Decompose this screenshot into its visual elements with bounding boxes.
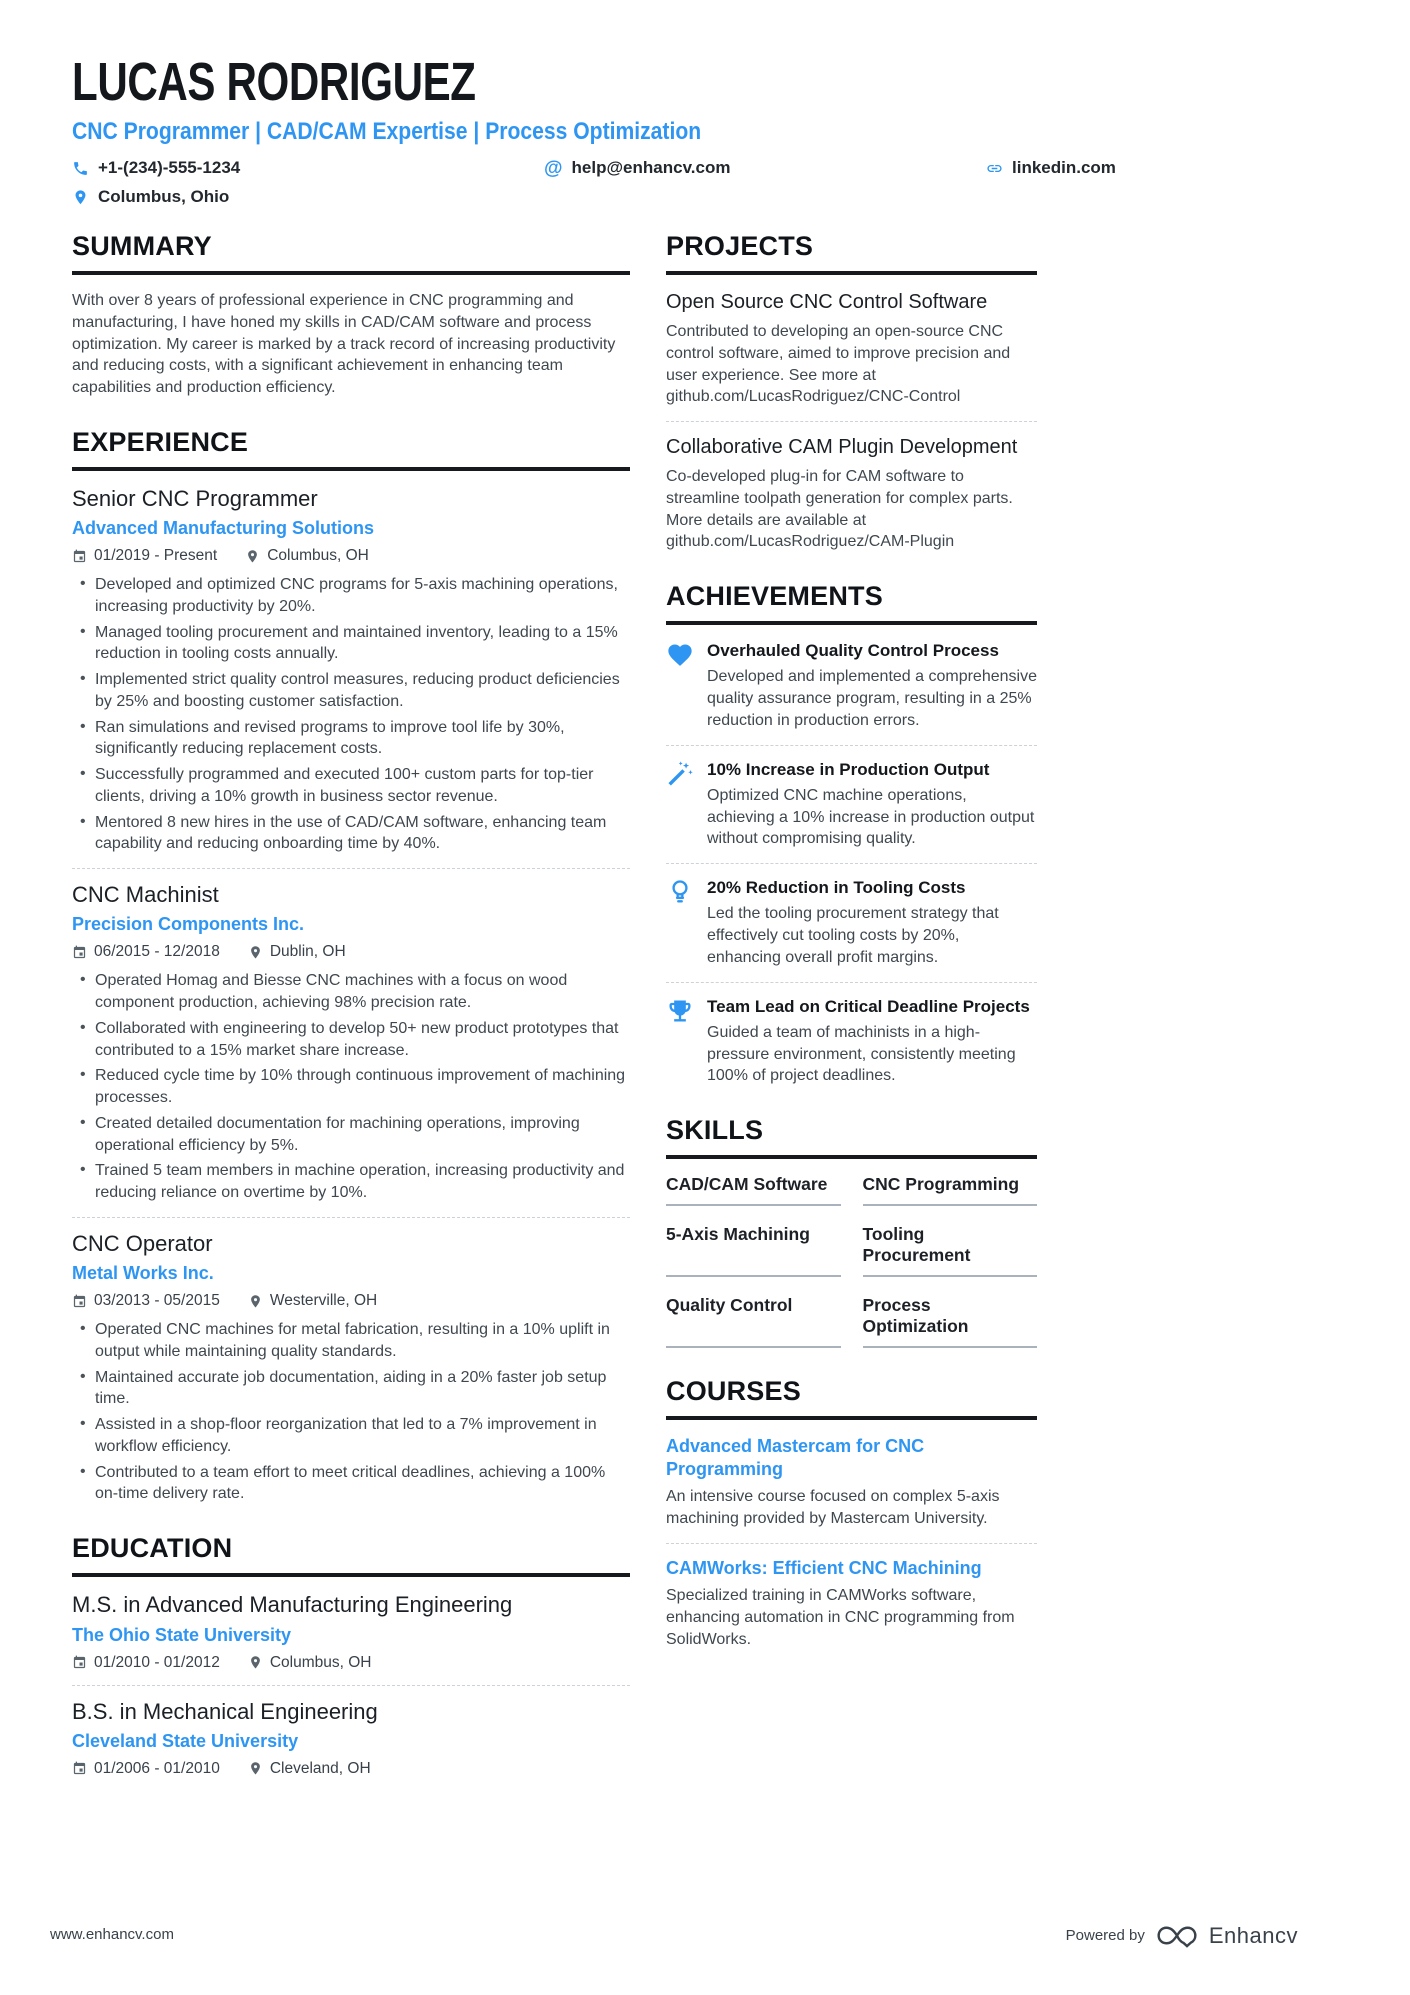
phone-text: +1-(234)-555-1234 — [98, 158, 241, 178]
degree-meta — [72, 1654, 630, 1672]
bullet-item: • Mentored 8 new hires in the use of CAD/CAM software, enhancing team capability and reducing onboarding time by 40%. — [72, 812, 630, 856]
school-name: The Ohio State University — [72, 1624, 292, 1645]
course-item — [666, 1557, 1037, 1651]
location-icon — [248, 1655, 263, 1670]
skill-item: 5-Axis Machining — [666, 1224, 841, 1277]
link-icon — [986, 160, 1003, 177]
header — [72, 52, 1410, 207]
location-icon — [245, 549, 260, 564]
achievement-title: 10% Increase in Production Output — [707, 759, 990, 779]
bullet-item: • Managed tooling procurement and maintained inventory, leading to a 15% reduction in tooling costs annually. — [72, 622, 630, 666]
achievement-description: Developed and implemented a comprehensive quality assurance program, resulting in a 25% reduction in production errors. — [707, 668, 1037, 729]
bullet-item: • Developed and optimized CNC programs for 5-axis machining operations, increasing productivity by 20%. — [72, 574, 630, 618]
job-meta — [72, 547, 630, 565]
heart-icon — [666, 641, 694, 669]
bullet-item: • Created detailed documentation for machining operations, improving operational efficiency by 5%. — [72, 1113, 630, 1157]
dashed-separator — [666, 863, 1037, 864]
degree-entry — [72, 1699, 630, 1778]
location-icon — [248, 1761, 263, 1776]
section-achievements — [666, 581, 1037, 1087]
dashed-separator — [72, 1217, 630, 1218]
skill-item: CAD/CAM Software — [666, 1174, 841, 1206]
achievement-body — [707, 759, 1037, 851]
dashed-separator — [72, 868, 630, 869]
bullet-item: • Operated CNC machines for metal fabrication, resulting in a 10% uplift in output while maintaining quality standards. — [72, 1319, 630, 1363]
skill-item: Process Optimization — [863, 1295, 1038, 1348]
job-location-text: Columbus, OH — [267, 547, 369, 565]
headline: CNC Programmer | CAD/CAM Expertise | Process Optimization — [72, 118, 702, 146]
bullet-item: • Assisted in a shop-floor reorganization that led to a 7% improvement in workflow efficiency. — [72, 1414, 630, 1458]
phone — [72, 158, 544, 178]
project-item — [666, 290, 1037, 408]
section-skills — [666, 1115, 1037, 1348]
dashed-separator — [666, 982, 1037, 983]
achievement-title: 20% Reduction in Tooling Costs — [707, 878, 966, 898]
location-icon — [72, 189, 89, 206]
magic-wand-icon — [666, 760, 694, 788]
course-description: An intensive course focused on complex 5-axis machining provided by Mastercam University. — [666, 1488, 1000, 1527]
degree-location-text: Columbus, OH — [269, 1653, 372, 1671]
bullet-item: • Collaborated with engineering to develop 50+ new product prototypes that contributed to a 15% market share increase. — [72, 1018, 630, 1062]
bullet-list — [72, 574, 630, 855]
project-title: Collaborative CAM Plugin Development — [666, 436, 1018, 459]
bullet-item: • Implemented strict quality control measures, reducing product deficiencies by 25% and boosting customer satisfaction. — [72, 669, 630, 713]
job-location-text: Westerville, OH — [269, 1292, 378, 1310]
achievement-body — [707, 640, 1037, 732]
at-icon: @ — [544, 157, 563, 179]
skill-item: Tooling Procurement — [863, 1224, 1038, 1277]
right-column — [666, 231, 1037, 1806]
job-dates-text: 06/2015 - 12/2018 — [94, 943, 220, 961]
contact-row — [72, 158, 1142, 207]
bullet-item: • Ran simulations and revised programs to improve tool life by 30%, significantly reducing replacement costs. — [72, 717, 630, 761]
location-text: Columbus, Ohio — [98, 187, 230, 207]
job-title: CNC Operator — [72, 1230, 213, 1256]
experience-heading: EXPERIENCE — [72, 427, 630, 471]
achievement-item — [666, 640, 1037, 732]
summary-heading: SUMMARY — [72, 231, 630, 275]
footer-website[interactable]: www.enhancv.com — [50, 1926, 174, 1943]
job-title: CNC Machinist — [72, 882, 219, 908]
bullet-item: • Maintained accurate job documentation, aiding in a 20% faster job setup time. — [72, 1367, 630, 1411]
course-title: CAMWorks: Efficient CNC Machining — [666, 1557, 982, 1578]
left-column — [72, 231, 630, 1806]
projects-heading: PROJECTS — [666, 231, 1037, 275]
section-courses — [666, 1376, 1037, 1650]
location-icon — [248, 945, 263, 960]
bullet-list — [72, 1319, 630, 1505]
job-entry — [72, 1231, 630, 1505]
project-item — [666, 435, 1037, 553]
project-title: Open Source CNC Control Software — [666, 291, 988, 314]
skill-item: CNC Programming — [863, 1174, 1038, 1206]
company-name: Metal Works Inc. — [72, 1263, 214, 1284]
job-dates — [72, 943, 220, 961]
dashed-separator — [666, 421, 1037, 422]
job-dates — [72, 547, 217, 565]
job-entry — [72, 882, 630, 1204]
achievement-body — [707, 877, 1037, 969]
achievement-title: Overhauled Quality Control Process — [707, 641, 999, 661]
degree-dates-text: 01/2006 - 01/2010 — [94, 1759, 220, 1777]
job-meta — [72, 1292, 630, 1310]
course-item — [666, 1435, 1037, 1530]
trophy-icon — [666, 997, 694, 1025]
bullet-item: • Operated Homag and Biesse CNC machines with a focus on wood component production, achieving 98% precision rate. — [72, 970, 630, 1014]
email-text: help@enhancv.com — [571, 158, 731, 178]
skill-item: Quality Control — [666, 1295, 841, 1348]
job-entry — [72, 486, 630, 855]
location — [72, 187, 1142, 207]
achievement-description: Optimized CNC machine operations, achieving a 10% increase in production output without compromising quality. — [707, 786, 1035, 848]
dashed-separator — [666, 745, 1037, 746]
company-name: Advanced Manufacturing Solutions — [72, 518, 375, 539]
achievement-body — [707, 996, 1037, 1088]
enhancv-logo[interactable] — [1157, 1922, 1197, 1949]
linkedin-text: linkedin.com — [1012, 158, 1116, 178]
achievement-item — [666, 759, 1037, 851]
dashed-separator — [72, 1685, 630, 1686]
degree-location — [248, 1760, 371, 1778]
location-icon — [248, 1294, 263, 1309]
skills-heading: SKILLS — [666, 1115, 1037, 1159]
achievement-description: Led the tooling procurement strategy that effectively cut tooling costs by 20%, enhancing overall profit margins. — [707, 905, 999, 966]
bullet-item: • Successfully programmed and executed 100+ custom parts for top-tier clients, driving a 10% growth in business sector revenue. — [72, 764, 630, 808]
job-location — [245, 547, 369, 565]
project-description: Co-developed plug-in for CAM software to streamline toolpath generation for complex parts. More details are available at github.com/LucasRodriguez/CAM-Plugin — [666, 468, 1013, 551]
job-location — [248, 1292, 377, 1310]
degree-title: B.S. in Mechanical Engineering — [72, 1698, 378, 1724]
achievement-description: Guided a team of machinists in a high-pressure environment, consistently meeting 100% of project deadlines. — [707, 1023, 1016, 1085]
content-columns — [72, 231, 1410, 1806]
calendar-icon — [72, 1761, 87, 1776]
achievement-item — [666, 996, 1037, 1088]
degree-dates — [72, 1760, 220, 1778]
calendar-icon — [72, 945, 87, 960]
course-description: Specialized training in CAMWorks software, enhancing automation in CNC programming from SolidWorks. — [666, 1587, 1015, 1648]
enhancv-wordmark[interactable]: Enhancv — [1208, 1922, 1298, 1948]
section-projects — [666, 231, 1037, 553]
achievement-item — [666, 877, 1037, 969]
course-title: Advanced Mastercam for CNC Programming — [666, 1436, 925, 1479]
phone-icon — [72, 160, 89, 177]
bullet-item: • Reduced cycle time by 10% through continuous improvement of machining processes. — [72, 1065, 630, 1109]
job-dates-text: 03/2013 - 05/2015 — [94, 1292, 220, 1310]
job-location-text: Dublin, OH — [269, 943, 346, 961]
company-name: Precision Components Inc. — [72, 914, 305, 935]
calendar-icon — [72, 1655, 87, 1670]
section-education — [72, 1533, 630, 1778]
job-dates — [72, 1292, 220, 1310]
summary-text: With over 8 years of professional experience in CNC programming and manufacturing, I have honed my skills in CAD/CAM software and process optimization. My career is marked by a track record of increasing productivity and reducing costs, with a significant achievement in enhancing team capabilities and production efficiency. — [72, 292, 616, 397]
calendar-icon — [72, 549, 87, 564]
achievement-title: Team Lead on Critical Deadline Projects — [707, 996, 1030, 1016]
bullet-item: • Contributed to a team effort to meet critical deadlines, achieving a 100% on-time delivery rate. — [72, 1462, 630, 1506]
degree-entry — [72, 1592, 630, 1671]
achievements-heading: ACHIEVEMENTS — [666, 581, 1037, 625]
job-title: Senior CNC Programmer — [72, 485, 318, 511]
email[interactable] — [544, 158, 986, 178]
calendar-icon — [72, 1294, 87, 1309]
linkedin[interactable] — [986, 158, 1116, 178]
job-location — [248, 943, 346, 961]
degree-title: M.S. in Advanced Manufacturing Engineering — [72, 1592, 513, 1618]
footer-branding — [1066, 1922, 1298, 1949]
skills-grid — [666, 1174, 1037, 1348]
lightbulb-icon — [666, 878, 694, 906]
school-name: Cleveland State University — [72, 1730, 299, 1751]
degree-location-text: Cleveland, OH — [269, 1759, 371, 1777]
project-description: Contributed to developing an open-source CNC control software, aimed to improve precision and user experience. See more at github.com/LucasRodriguez/CNC-Control — [666, 323, 1011, 406]
job-dates-text: 01/2019 - Present — [94, 547, 218, 565]
bullet-item: • Trained 5 team members in machine operation, increasing productivity and reducing reliance on overtime by 10%. — [72, 1160, 630, 1204]
degree-dates — [72, 1654, 220, 1672]
powered-by-label: Powered by — [1065, 1927, 1145, 1944]
bullet-list — [72, 970, 630, 1204]
degree-location — [248, 1654, 372, 1672]
dashed-separator — [666, 1543, 1037, 1544]
courses-heading: COURSES — [666, 1376, 1037, 1420]
education-heading: EDUCATION — [72, 1533, 630, 1577]
section-summary — [72, 231, 630, 399]
degree-dates-text: 01/2010 - 01/2012 — [94, 1653, 220, 1671]
section-experience — [72, 427, 630, 1505]
name: LUCAS RODRIGUEZ — [72, 52, 476, 112]
degree-meta — [72, 1760, 630, 1778]
job-meta — [72, 943, 630, 961]
